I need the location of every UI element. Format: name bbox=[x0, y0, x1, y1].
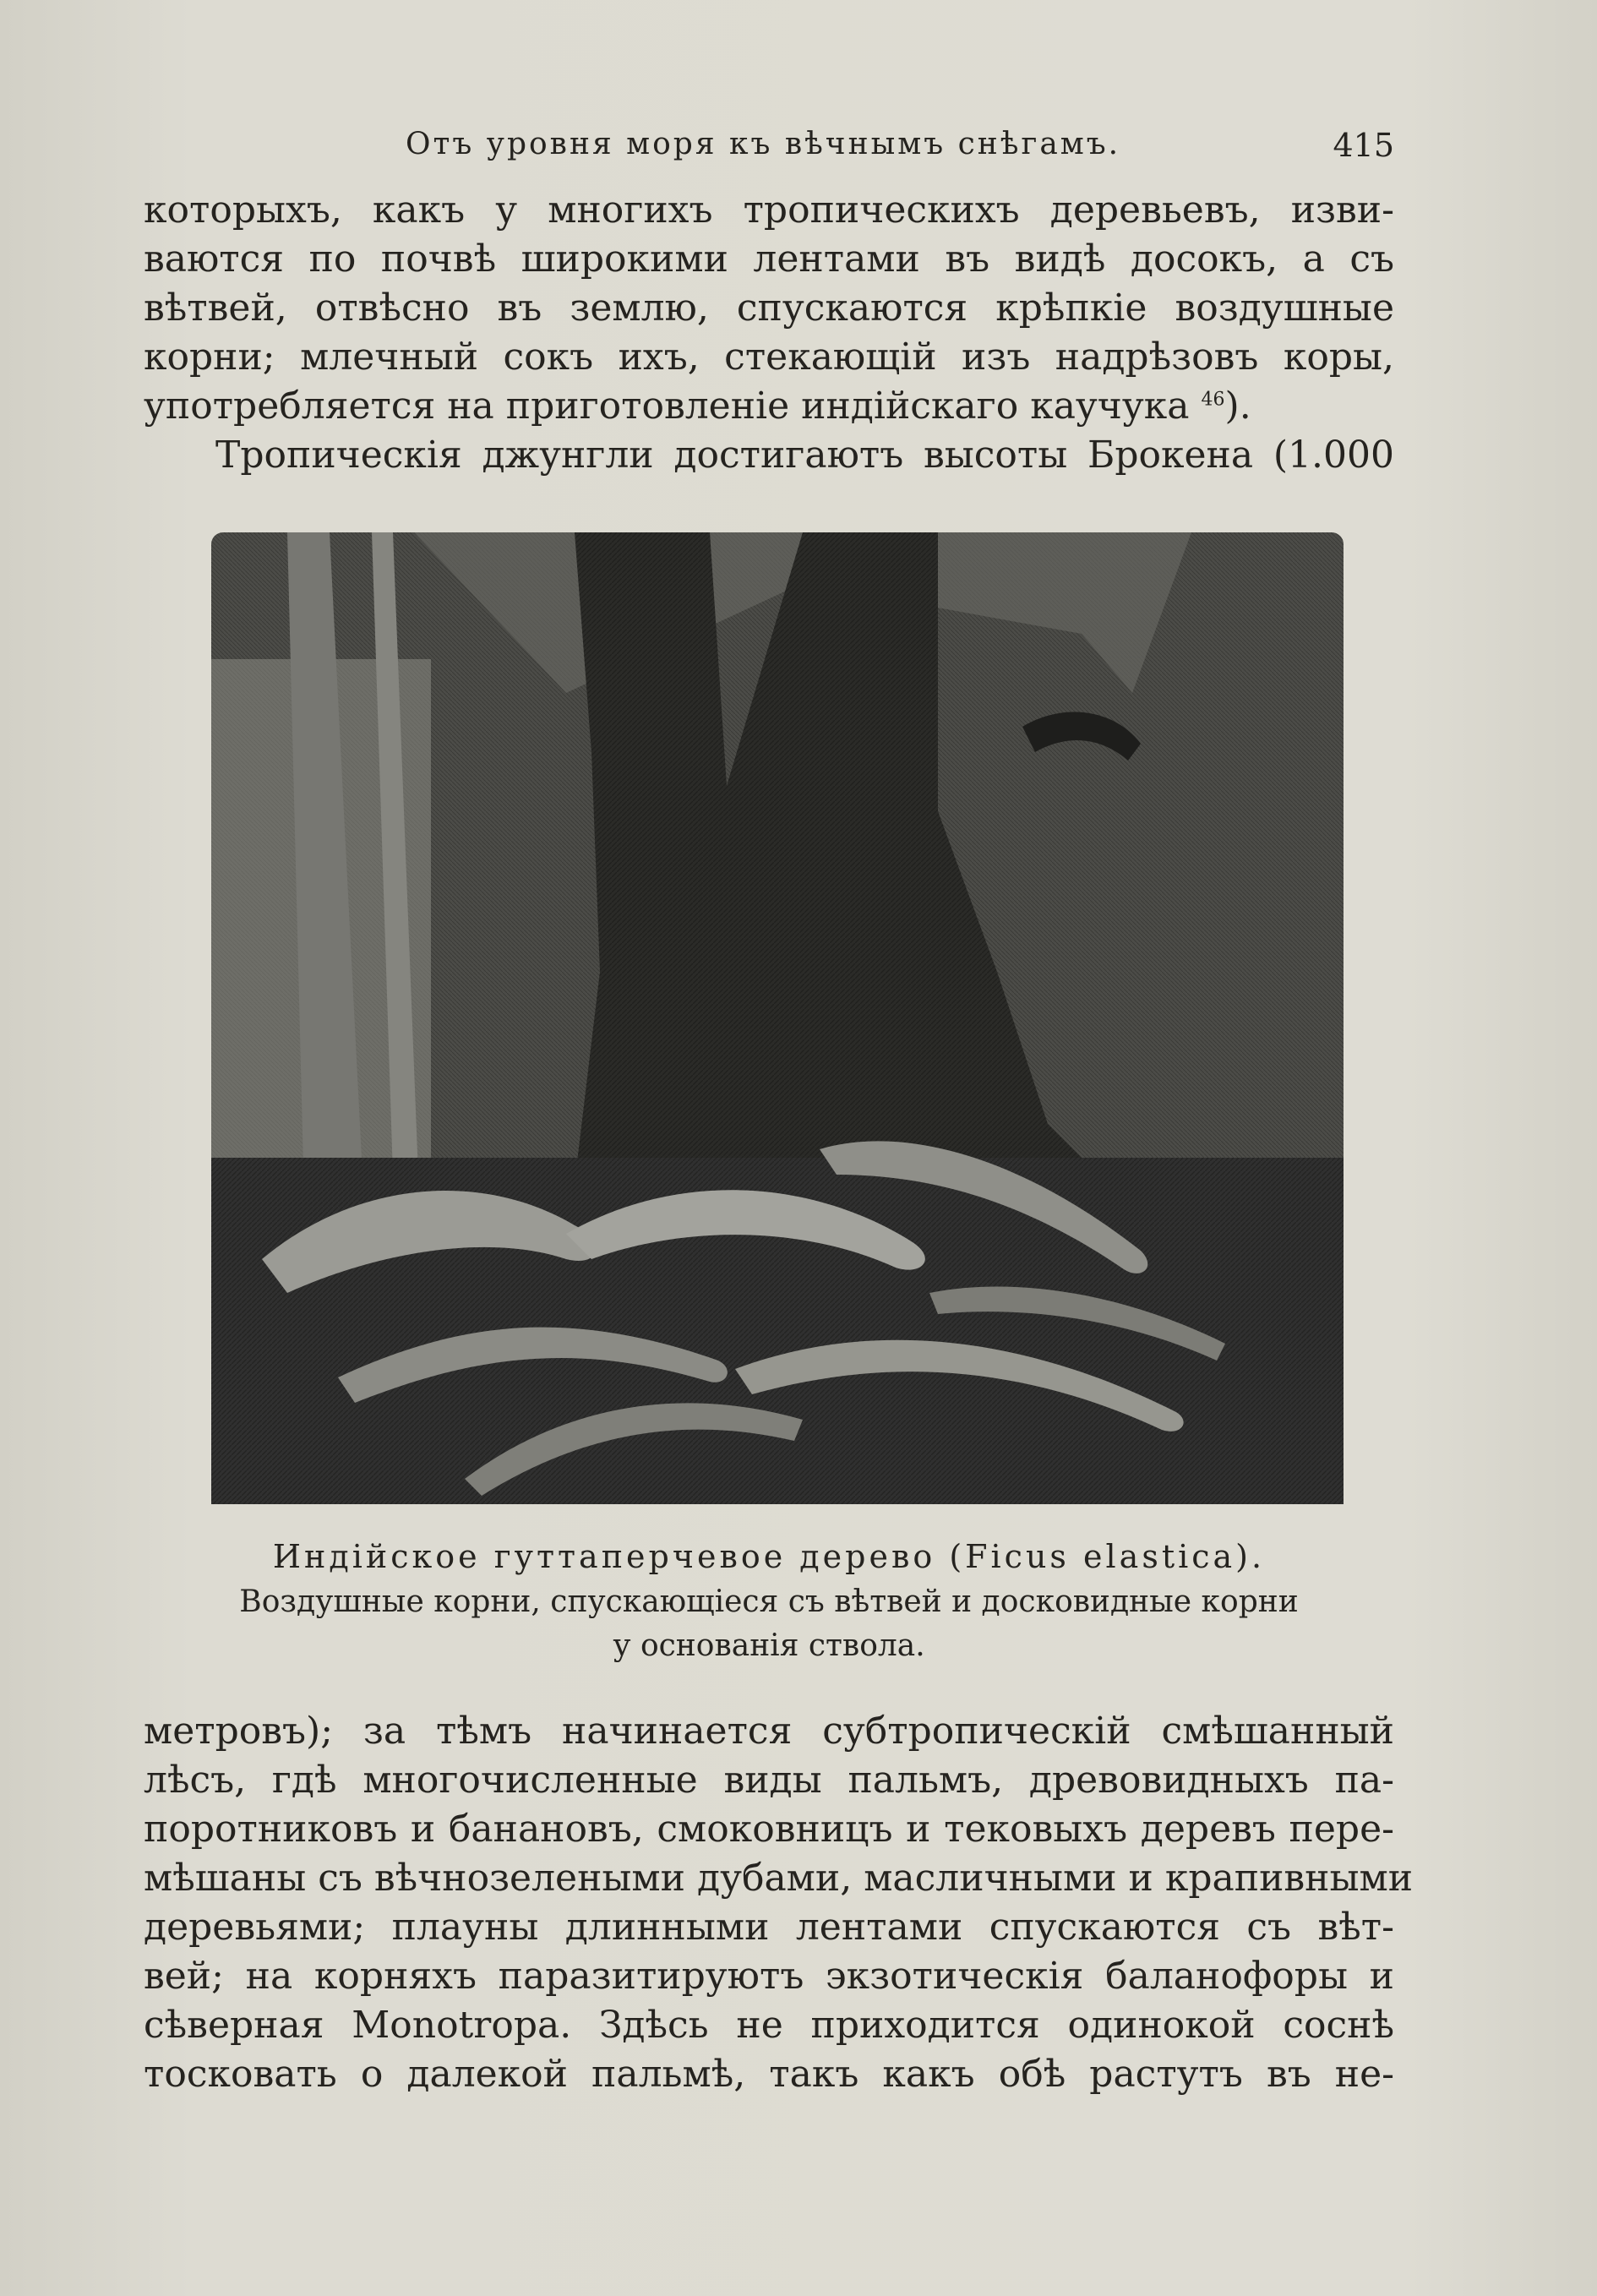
running-title: Отъ уровня моря къ вѣчнымъ снѣгамъ. bbox=[406, 127, 1121, 161]
text-line: мѣшаны съ вѣчнозелеными дубами, масличными и крапивными bbox=[144, 1857, 1414, 1900]
text-line bbox=[144, 382, 1394, 431]
text-line: которыхъ, какъ у многихъ тропическихъ деревьевъ, изви- bbox=[144, 188, 1394, 232]
figure-caption-line: у основанія ствола. bbox=[613, 1628, 925, 1663]
figure-caption-description bbox=[144, 1580, 1394, 1668]
text-line: тосковать о далекой пальмѣ, такъ какъ обѣ растутъ въ не- bbox=[144, 2053, 1394, 2096]
rubber-tree-engraving bbox=[211, 532, 1344, 1504]
engraving-illustration bbox=[211, 532, 1344, 1504]
footnote-ref: 46 bbox=[1201, 389, 1225, 411]
text-line: деревьями; плауны длинными лентами спускаются съ вѣт- bbox=[144, 1906, 1394, 1949]
text-line-body: употребляется на приготовленіе индійскаго каучука bbox=[144, 384, 1190, 428]
paragraph-top bbox=[144, 186, 1394, 480]
page-number: 415 bbox=[1333, 127, 1394, 164]
text-line-end: ). bbox=[1224, 384, 1251, 428]
text-line: поротниковъ и банановъ, смоковницъ и тековыхъ деревъ пере- bbox=[144, 1808, 1394, 1851]
text-line: вей; на корняхъ паразитируютъ экзотическія баланофоры и bbox=[144, 1955, 1394, 1998]
text-line: ваются по почвѣ широкими лентами въ видѣ досокъ, а съ bbox=[144, 237, 1394, 281]
paragraph-bottom bbox=[144, 1707, 1414, 2099]
text-line: Тропическія джунгли достигаютъ высоты Брокена (1.000 bbox=[215, 434, 1394, 477]
text-line: вѣтвей, отвѣсно въ землю, спускаются крѣпкіе воздушные bbox=[144, 286, 1394, 330]
figure-caption-line: Воздушные корни, спускающіеся съ вѣтвей и досковидные корни bbox=[239, 1584, 1299, 1619]
text-line: метровъ); за тѣмъ начинается субтропическій смѣшанный bbox=[144, 1710, 1394, 1753]
text-line: корни; млечный сокъ ихъ, стекающій изъ надрѣзовъ коры, bbox=[144, 335, 1394, 379]
figure-caption-title: Индійское гуттаперчевое дерево (Ficus elastica). bbox=[272, 1538, 1266, 1575]
text-line: лѣсъ, гдѣ многочисленные виды пальмъ, древовидныхъ па- bbox=[144, 1759, 1394, 1802]
text-line: сѣверная Monotropa. Здѣсь не приходится одинокой соснѣ bbox=[144, 2004, 1394, 2047]
running-head bbox=[152, 127, 1394, 177]
